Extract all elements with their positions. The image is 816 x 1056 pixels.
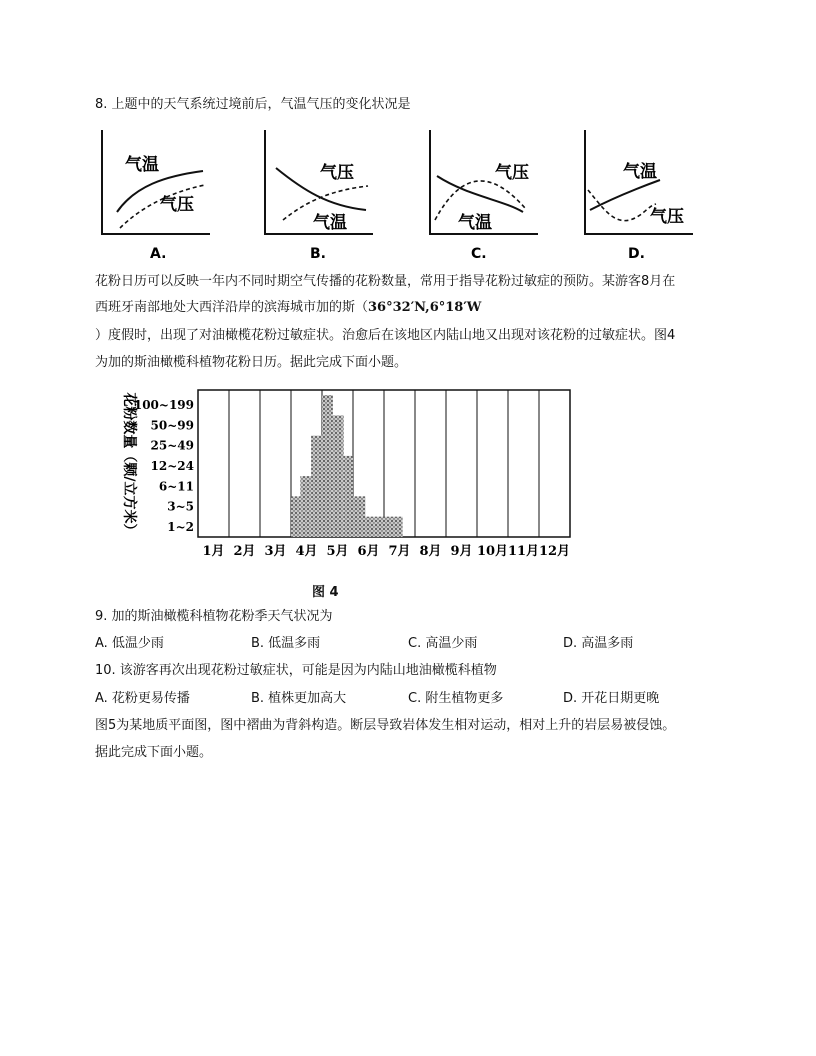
x-tick-label: 11月 <box>507 544 540 559</box>
pollen-bar <box>322 395 333 537</box>
graph-d-letter: D. <box>628 246 645 262</box>
x-tick-label: 8月 <box>419 544 442 559</box>
question10-option-a[interactable]: A. 花粉更易传播 <box>95 691 190 706</box>
graph-c-dashed-label: 气压 <box>495 163 529 183</box>
y-tick-label: 25~49 <box>150 438 194 453</box>
x-tick-label: 1月 <box>202 544 225 559</box>
x-tick-label: 12月 <box>538 544 571 559</box>
graph-b-solid-label: 气温 <box>313 213 347 233</box>
y-tick-label: 3~5 <box>167 499 194 514</box>
graph-c-letter: C. <box>471 246 487 262</box>
question9-stem: 9. 加的斯油橄榄科植物花粉季天气状况为 <box>95 609 333 624</box>
graph-a <box>95 128 225 267</box>
pollen-bar <box>333 415 344 537</box>
pollen-bar <box>365 517 374 537</box>
graph-d <box>578 128 708 267</box>
pollen-bar <box>344 456 353 537</box>
graph-a-solid-label: 气温 <box>125 155 159 175</box>
pollen-bar <box>311 436 322 537</box>
x-tick-label: 5月 <box>326 544 349 559</box>
passage1-line2-text: 西班牙南部地处大西洋沿岸的滨海城市加的斯（ <box>95 300 369 315</box>
y-tick-label: 1~2 <box>167 519 194 534</box>
passage1-line1: 花粉日历可以反映一年内不同时期空气传播的花粉数量，常用于指导花粉过敏症的预防。某游客8月在 <box>95 274 676 289</box>
pollen-bar <box>300 476 311 537</box>
passage1-line3: ）度假时，出现了对油橄榄花粉过敏症状。治愈后在该地区内陆山地又出现对该花粉的过敏症状。图4 <box>95 328 676 343</box>
y-axis-label: 花粉数量（颗/立方米） <box>121 392 137 538</box>
figure4-caption: 图 4 <box>312 585 339 600</box>
pollen-bar <box>353 496 365 537</box>
graph-d-dashed-label: 气压 <box>650 207 684 227</box>
graph-c-solid-label: 气温 <box>458 213 492 233</box>
question10-option-d[interactable]: D. 开花日期更晚 <box>563 691 660 706</box>
question10-option-b[interactable]: B. 植株更加高大 <box>251 691 347 706</box>
passage2-line2: 据此完成下面小题。 <box>95 745 213 760</box>
graph-c <box>423 128 553 267</box>
question10-option-c[interactable]: C. 附生植物更多 <box>408 691 504 706</box>
y-tick-label: 50~99 <box>150 418 194 433</box>
x-tick-label: 9月 <box>450 544 473 559</box>
coordinates: 36°32′N,6°18′W <box>368 300 482 315</box>
x-tick-label: 7月 <box>388 544 411 559</box>
graph-b-letter: B. <box>310 246 326 262</box>
question10-stem: 10. 该游客再次出现花粉过敏症状，可能是因为内陆山地油橄榄科植物 <box>95 663 497 678</box>
x-tick-label: 2月 <box>233 544 256 559</box>
x-tick-label: 6月 <box>357 544 380 559</box>
pollen-calendar-chart <box>95 380 575 574</box>
pollen-bar <box>375 517 403 537</box>
question9-option-d[interactable]: D. 高温多雨 <box>563 636 634 651</box>
graph-b <box>258 128 388 267</box>
graph-b-dashed-label: 气压 <box>320 163 354 183</box>
question9-option-a[interactable]: A. 低温少雨 <box>95 636 164 651</box>
passage1-line4: 为加的斯油橄榄科植物花粉日历。据此完成下面小题。 <box>95 355 408 370</box>
question9-option-c[interactable]: C. 高温少雨 <box>408 636 478 651</box>
graph-d-solid-label: 气温 <box>623 162 657 182</box>
graph-d-solid-curve <box>590 180 660 210</box>
y-tick-label: 12~24 <box>150 459 194 473</box>
y-tick-label: 6~11 <box>158 479 194 494</box>
passage1-line2 <box>95 299 481 317</box>
graph-a-letter: A. <box>150 246 167 262</box>
x-tick-label: 10月 <box>476 544 509 559</box>
question8-stem: 8. 上题中的天气系统过境前后，气温气压的变化状况是 <box>95 97 411 112</box>
y-tick-label: 100~199 <box>133 398 194 413</box>
x-tick-label: 3月 <box>264 544 287 559</box>
passage2-line1: 图5为某地质平面图，图中褶曲为背斜构造。断层导致岩体发生相对运动，相对上升的岩层易被侵蚀。 <box>95 718 676 733</box>
pollen-bar <box>291 496 300 537</box>
x-tick-label: 4月 <box>295 544 318 559</box>
graph-a-dashed-label: 气压 <box>160 195 194 215</box>
question9-option-b[interactable]: B. 低温多雨 <box>251 636 321 651</box>
